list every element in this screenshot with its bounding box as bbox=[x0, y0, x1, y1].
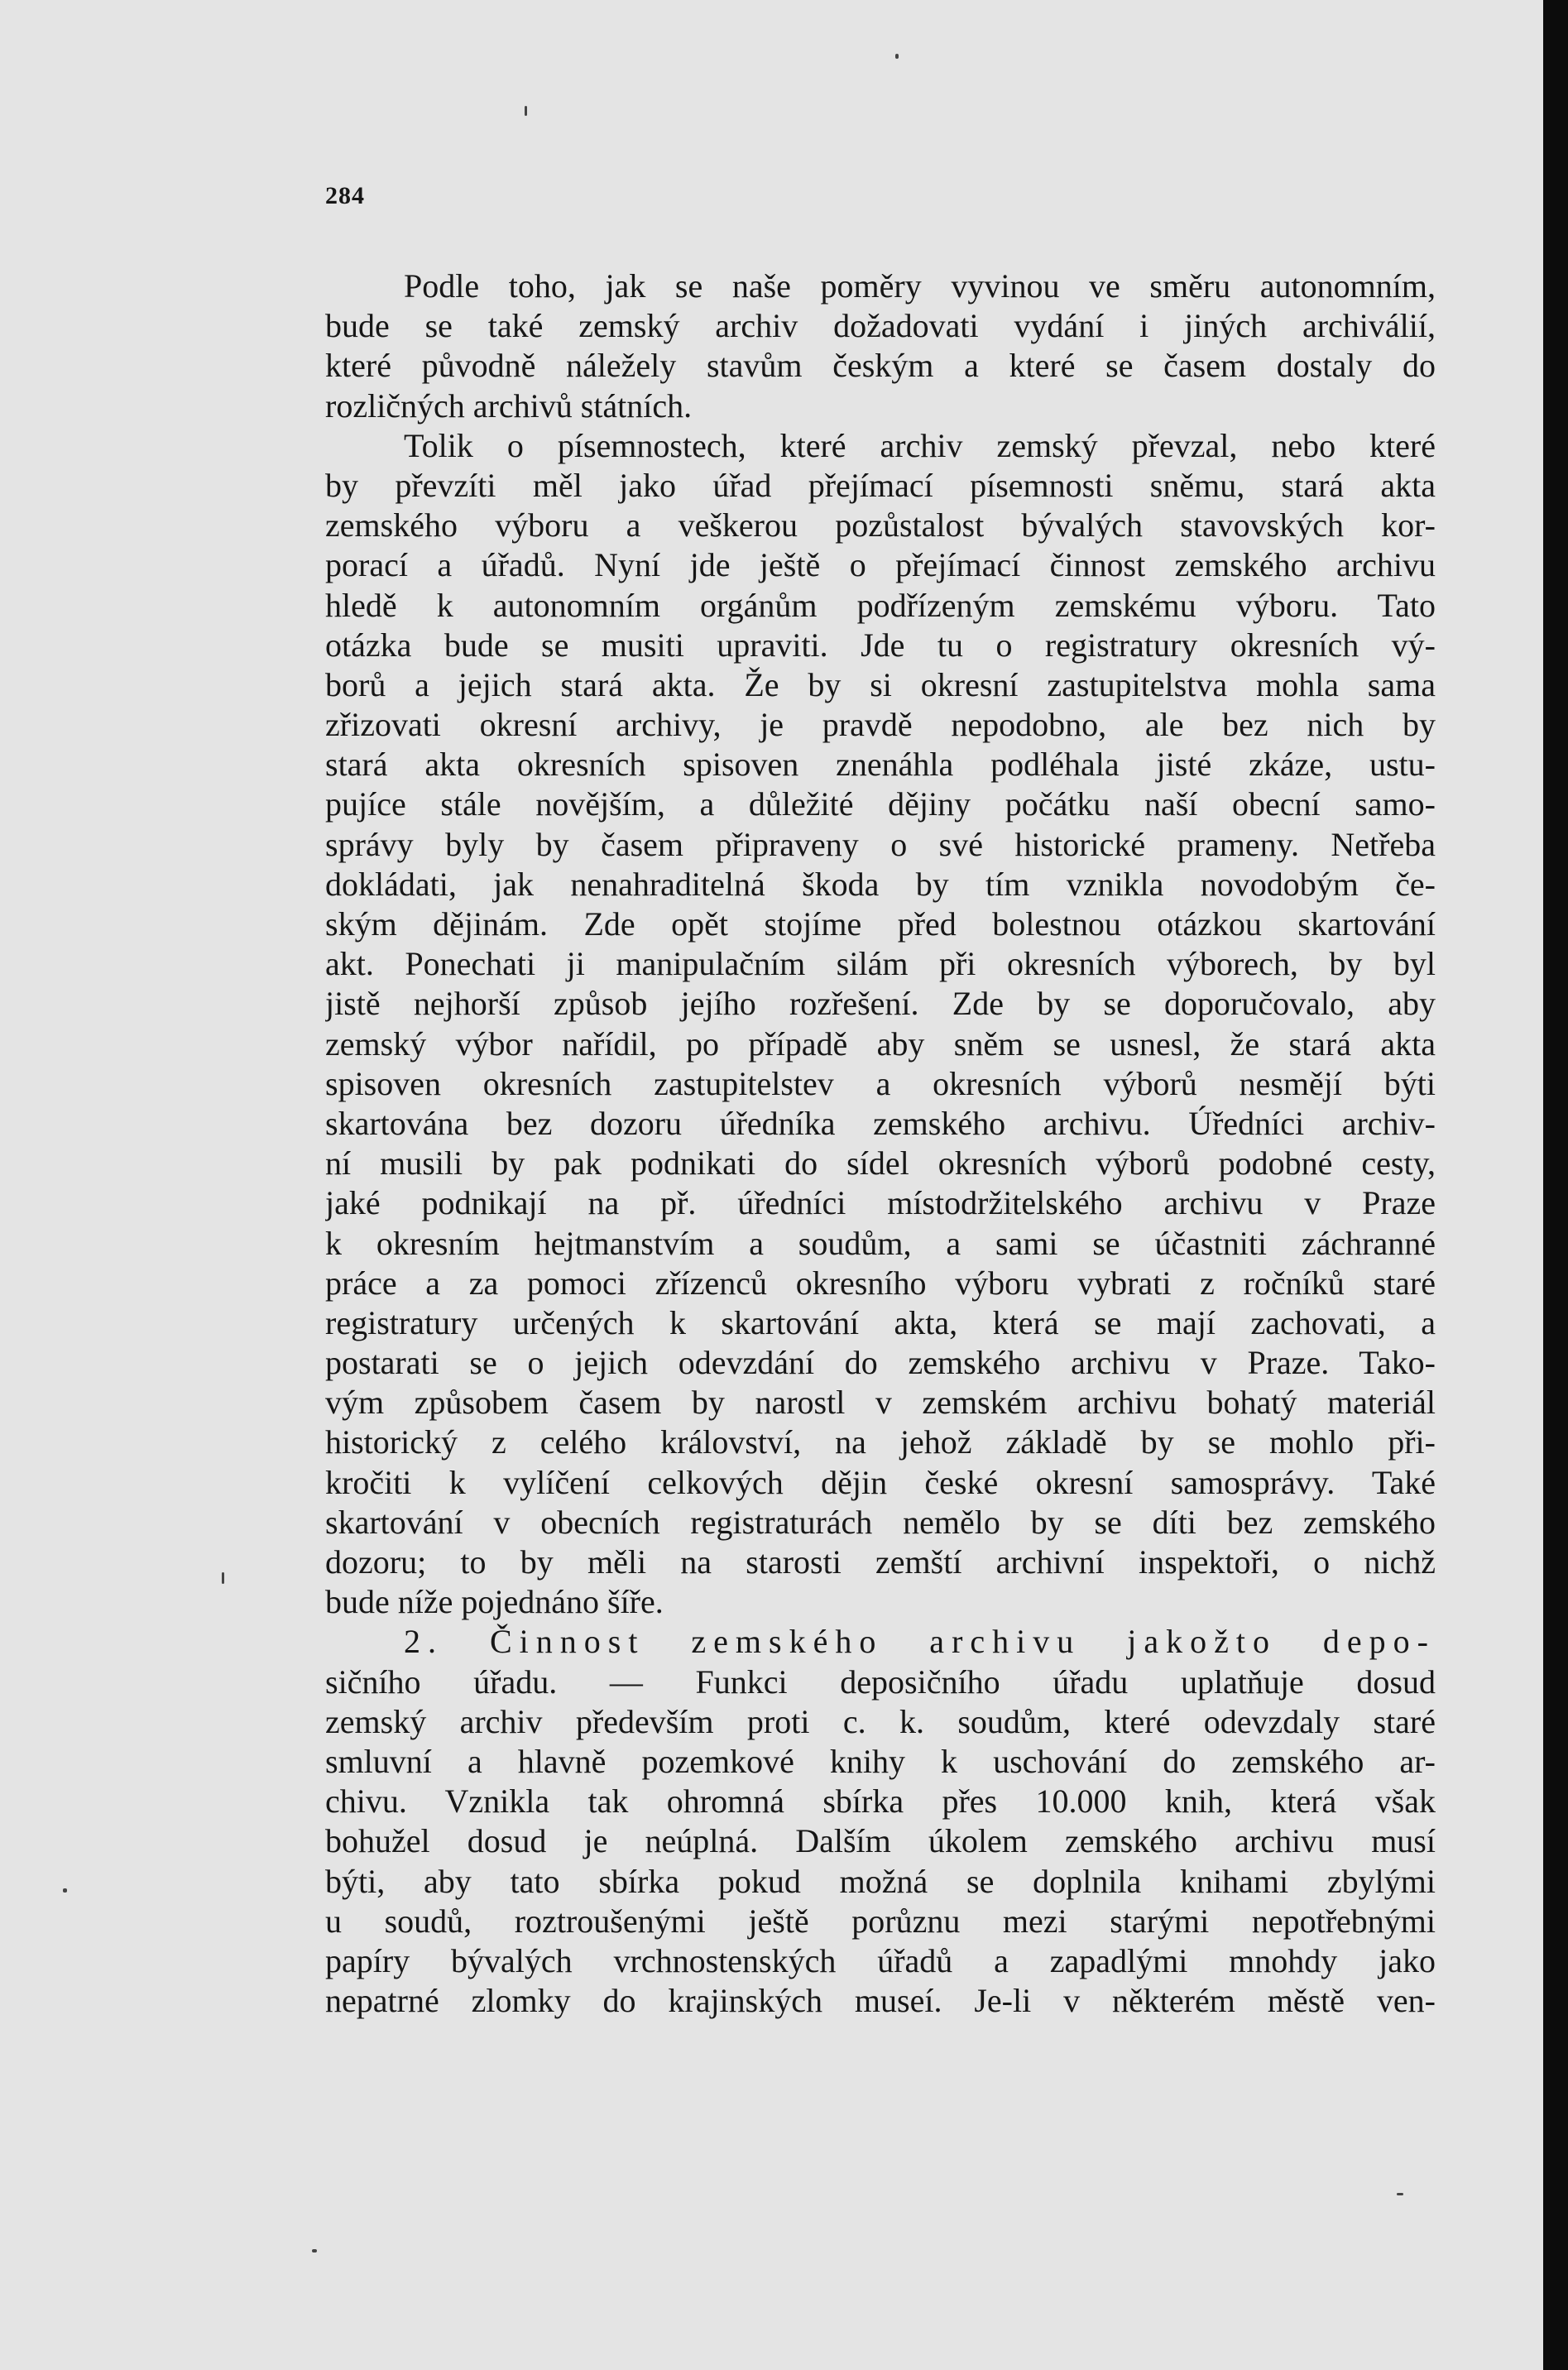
text-line: správy byly by časem připraveny o své historické prameny. Netřeba bbox=[325, 825, 1436, 863]
text-line: pujíce stále novějším, a důležité dějiny počátku naší obecní samo- bbox=[325, 785, 1436, 823]
text-line: skartována bez dozoru úředníka zemského archivu. Úředníci archiv- bbox=[325, 1104, 1436, 1142]
text-line: dokládati, jak nenahraditelná škoda by tím vznikla novodobým če- bbox=[325, 865, 1436, 903]
text-line: nepatrné zlomky do krajinských museí. Je-li v některém městě ven- bbox=[325, 1982, 1436, 2020]
text-line: smluvní a hlavně pozemkové knihy k uschování do zemského ar- bbox=[325, 1742, 1436, 1780]
text-line: Tolik o písemnostech, které archiv zemský převzal, nebo které bbox=[404, 426, 1436, 464]
text-line: kročiti k vylíčení celkových dějin české okresní samosprávy. Také bbox=[325, 1463, 1436, 1501]
text-line: borů a jejich stará akta. Že by si okresní zastupitelstva mohla sama bbox=[325, 665, 1436, 703]
scan-speck bbox=[312, 2249, 317, 2252]
text-line: hledě k autonomním orgánům podřízeným zemskému výboru. Tato bbox=[325, 586, 1436, 624]
text-line: sičního úřadu. — Funkci deposičního úřadu uplatňuje dosud bbox=[325, 1662, 1436, 1701]
text-line: rozličných archivů státních. bbox=[325, 386, 693, 425]
scan-speck bbox=[222, 1572, 224, 1584]
text-line: akt. Ponechati ji manipulačním silám při okresních výborech, by byl bbox=[325, 945, 1436, 983]
scan-speck bbox=[895, 54, 899, 59]
text-line: porací a úřadů. Nyní jde ještě o přejímací činnost zemského archivu bbox=[325, 546, 1436, 584]
text-line: ským dějinám. Zde opět stojíme před bolestnou otázkou skartování bbox=[325, 905, 1436, 943]
section-heading-line: 2. Činnost zemského archivu jakožto depo- bbox=[404, 1623, 1436, 1661]
text-line: ní musili by pak podnikati do sídel okresních výborů podobné cesty, bbox=[325, 1144, 1436, 1183]
text-line: jistě nejhorší způsob jejího rozřešení. Zde by se doporučovalo, aby bbox=[325, 985, 1436, 1023]
text-line: bude níže pojednáno šíře. bbox=[325, 1583, 664, 1621]
text-line: Podle toho, jak se naše poměry vyvinou ve směru autonomním, bbox=[404, 267, 1436, 305]
text-line: jaké podnikají na př. úředníci místodržitelského archivu v Praze bbox=[325, 1184, 1436, 1222]
body-text bbox=[325, 266, 1436, 2021]
scan-edge-border bbox=[1543, 0, 1568, 2370]
text-line: dozoru; to by měli na starosti zemští archivní inspektoři, o nichž bbox=[325, 1543, 1436, 1581]
text-line: historický z celého království, na jehož základě by se mohlo při- bbox=[325, 1423, 1436, 1461]
text-line: zemský archiv především proti c. k. soudům, které odevzdaly staré bbox=[325, 1702, 1436, 1740]
text-line: vým způsobem časem by narostl v zemském archivu bohatý materiál bbox=[325, 1384, 1436, 1422]
text-line: k okresním hejtmanstvím a soudům, a sami se účastniti záchranné bbox=[325, 1224, 1436, 1262]
text-line: které původně náležely stavům českým a které se časem dostaly do bbox=[325, 347, 1436, 385]
text-line: u soudů, roztroušenými ještě porůznu mezi starými nepotřebnými bbox=[325, 1902, 1436, 1940]
text-line: zřizovati okresní archivy, je pravdě nepodobno, ale bez nich by bbox=[325, 706, 1436, 744]
text-line: skartování v obecních registraturách nemělo by se díti bez zemského bbox=[325, 1503, 1436, 1541]
text-line: bude se také zemský archiv dožadovati vydání i jiných archiválií, bbox=[325, 307, 1436, 345]
text-line: zemský výbor nařídil, po případě aby sněm se usnesl, že stará akta bbox=[325, 1024, 1436, 1063]
text-line: býti, aby tato sbírka pokud možná se doplnila knihami zbylými bbox=[325, 1862, 1436, 1900]
text-line: by převzíti měl jako úřad přejímací písemnosti sněmu, stará akta bbox=[325, 466, 1436, 504]
text-line: otázka bude se musiti upraviti. Jde tu o registratury okresních vý- bbox=[325, 626, 1436, 664]
text-line: bohužel dosud je neúplná. Dalším úkolem zemského archivu musí bbox=[325, 1822, 1436, 1860]
text-line: postarati se o jejich odevzdání do zemského archivu v Praze. Tako- bbox=[325, 1344, 1436, 1382]
text-line: spisoven okresních zastupitelstev a okresních výborů nesmějí býti bbox=[325, 1064, 1436, 1102]
scan-speck bbox=[1397, 2193, 1403, 2195]
text-line: stará akta okresních spisoven znenáhla podléhala jisté zkáze, ustu- bbox=[325, 746, 1436, 784]
text-line: registratury určených k skartování akta, která se mají zachovati, a bbox=[325, 1303, 1436, 1341]
text-line: chivu. Vznikla tak ohromná sbírka přes 10.000 knih, která však bbox=[325, 1782, 1436, 1821]
text-line: zemského výboru a veškerou pozůstalost bývalých stavovských kor- bbox=[325, 506, 1436, 545]
scan-speck bbox=[63, 1888, 67, 1893]
page-number: 284 bbox=[325, 182, 365, 209]
scan-speck bbox=[525, 106, 527, 116]
text-line: práce a za pomoci zřízenců okresního výboru vybrati z ročníků staré bbox=[325, 1264, 1436, 1302]
text-line: papíry bývalých vrchnostenských úřadů a zapadlými mnohdy jako bbox=[325, 1941, 1436, 1979]
